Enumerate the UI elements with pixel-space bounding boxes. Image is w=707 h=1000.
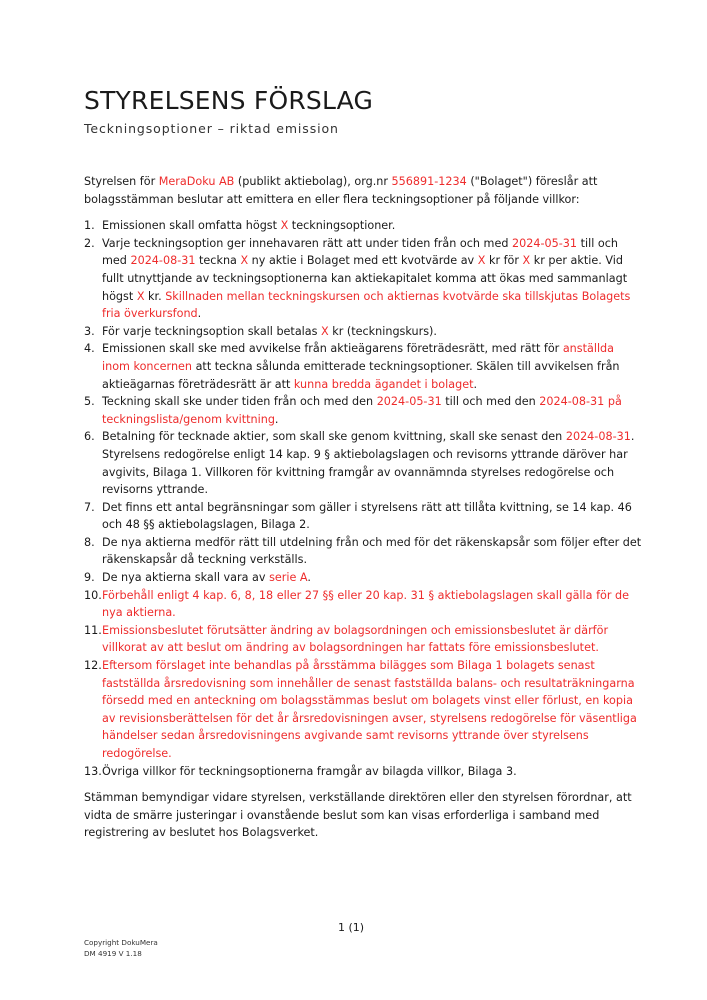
placeholder-text: 2024-05-31 <box>512 236 578 250</box>
body-text: ny aktie i Bolaget med ett kvotvärde av <box>248 254 478 268</box>
body-text: Emissionen skall ske med avvikelse från aktieägarens företrädesrätt, med rätt för <box>102 342 563 356</box>
list-item <box>84 587 644 622</box>
list-item <box>84 534 644 569</box>
placeholder-text: X <box>321 324 329 338</box>
copyright-text: Copyright DokuMera <box>84 938 158 947</box>
list-item-number: 10. <box>84 588 102 602</box>
body-text: De nya aktierna skall vara av <box>102 571 270 585</box>
document-id: DM 4919 V 1.18 <box>84 948 142 958</box>
body-text: . <box>274 412 279 426</box>
body-text: till och med <box>102 236 618 268</box>
body-text: kr per aktie. Vid fullt utnyttjande av teckningsoptionerna kan aktiekapitalet komma att ökas med sammanlagt högst <box>102 254 628 303</box>
body-text: . <box>197 307 202 321</box>
list-item <box>84 657 644 763</box>
placeholder-text: Förbehåll enligt 4 kap. 6, 8, 18 eller 27 §§ eller 20 kap. 31 § aktiebolagslagen skall gälla för de nya aktierna. <box>102 588 629 620</box>
placeholder-text: Emissionsbeslutet förutsätter ändring av bolagsordningen och emissionsbeslutet är därför villkorat av att beslut om ändring av bolagsordningen har fattats före emissionsbeslutet. <box>102 623 609 655</box>
placeholder-text: 556891-1234 <box>391 175 467 188</box>
body-text: ("Bolaget") föreslår att bolagsstämman beslutar att emittera en eller flera teckningsoptioner på följande villkor: <box>84 175 598 206</box>
body-text: teckningsoptioner. <box>288 219 396 233</box>
list-item <box>84 235 644 323</box>
placeholder-text: 2024-08-31 på teckningslista/genom kvittning <box>102 395 622 426</box>
body-text: kr. <box>144 289 166 303</box>
placeholder-text: anställda inom koncernen <box>102 342 615 373</box>
body-text: . <box>473 377 478 391</box>
list-item <box>84 428 644 498</box>
body-text: till och med den <box>441 395 540 409</box>
conditions-list <box>84 217 644 780</box>
placeholder-text: 2024-05-31 <box>376 395 442 409</box>
placeholder-text: 2024-08-31 <box>130 254 196 268</box>
list-item <box>84 340 644 393</box>
placeholder-text: Eftersom förslaget inte behandlas på årsstämma bilägges som Bilaga 1 bolagets senast fastställda årsredovisning som innehåller de senast fastställda balans- och resultaträkningarna försedd med en anteckning om bolagsstämmas beslut om bolagets vinst eller förlust, en kopia av revisionsberättelsen för det år årsredovisningen avser, styrelsens redogörelse för väsentliga händelser sedan årsredovisningens avgivande samt revisorns yttrande över styrelsens redogörelse. <box>102 659 637 760</box>
body-text: kr för <box>485 254 523 268</box>
body-text: att teckna sålunda emitterade teckningsoptioner. Skälen till avvikelsen från aktieägarnas företrädesrätt är att <box>102 359 620 391</box>
list-item <box>84 763 644 781</box>
list-item-number: 3. <box>84 324 95 338</box>
body-text: Teckning skall ske under tiden från och med den <box>102 395 377 409</box>
body-text: Varje teckningsoption ger innehavaren rätt att under tiden från och med <box>102 236 512 250</box>
footer <box>84 938 158 959</box>
list-item-number: 1. <box>84 219 95 233</box>
list-item-number: 5. <box>84 395 95 409</box>
placeholder-text: X <box>136 289 145 303</box>
list-item <box>84 323 644 341</box>
list-item <box>84 393 644 428</box>
list-item-number: 9. <box>84 571 95 585</box>
placeholder-text: X <box>280 219 289 233</box>
body-text: teckna <box>195 254 241 268</box>
list-item <box>84 622 644 657</box>
placeholder-text: MeraDoku AB <box>158 175 235 188</box>
list-item <box>84 217 644 235</box>
intro-paragraph <box>84 173 644 208</box>
body-text: . Styrelsens redogörelse enligt 14 kap. 9 § aktiebolagslagen och revisorns yttrande däröver har avgivits, Bilaga 1. Villkoren för kvittning framgår av ovannämnda styrelses redogörelse och revisorns yttrande. <box>102 430 635 497</box>
list-item <box>84 499 644 534</box>
placeholder-text: Skillnaden mellan teckningskursen och aktiernas kvotvärde ska tillskjutas Bolagets fria överkursfond <box>102 289 631 321</box>
list-item-number: 4. <box>84 342 95 356</box>
body-text: Styrelsen för <box>84 175 159 188</box>
list-item-number: 6. <box>84 430 95 444</box>
list-item-number: 11. <box>84 623 102 637</box>
document-body <box>84 173 644 842</box>
list-item <box>84 569 644 587</box>
body-text: Det finns ett antal begränsningar som gäller i styrelsens rätt att tillåta kvittning, se 14 kap. 46 och 48 §§ aktiebolagslagen, Bilaga 2. <box>102 500 632 532</box>
body-text: De nya aktierna medför rätt till utdelning från och med för det räkenskapsår som följer efter det räkenskapsår då teckning verkställs. <box>102 535 642 567</box>
list-item-number: 7. <box>84 500 95 514</box>
placeholder-text: X <box>522 254 531 268</box>
body-text: Emissionen skall omfatta högst <box>102 219 281 233</box>
page-title: STYRELSENS FÖRSLAG <box>84 86 374 115</box>
body-text: Betalning för tecknade aktier, som skall ske genom kvittning, skall ske senast den <box>102 430 566 444</box>
placeholder-text: X <box>240 254 249 268</box>
placeholder-text: X <box>477 254 486 268</box>
closing-paragraph: Stämman bemyndigar vidare styrelsen, verkställande direktören eller den styrelsen förordnar, att vidta de smärre justeringar i ovanstående beslut som kan visas erforderliga i samband med registrering av beslutet hos Bolagsverket. <box>84 791 632 840</box>
placeholder-text: 2024-08-31 <box>565 430 631 444</box>
list-item-number: 12. <box>84 659 102 673</box>
page-number: 1 (1) <box>338 921 365 934</box>
body-text: För varje teckningsoption skall betalas <box>102 324 322 338</box>
body-text: Övriga villkor för teckningsoptionerna framgår av bilagda villkor, Bilaga 3. <box>102 764 517 778</box>
placeholder-text: serie A <box>269 571 308 585</box>
body-text: . <box>307 571 311 585</box>
body-text: (publikt aktiebolag), org.nr <box>234 175 392 188</box>
body-text: kr (teckningskurs). <box>328 324 437 338</box>
list-item-number: 8. <box>84 535 95 549</box>
page-subtitle: Teckningsoptioner – riktad emission <box>84 121 339 136</box>
list-item-number: 2. <box>84 236 95 250</box>
list-item-number: 13. <box>84 764 102 778</box>
placeholder-text: kunna bredda ägandet i bolaget <box>293 377 474 391</box>
